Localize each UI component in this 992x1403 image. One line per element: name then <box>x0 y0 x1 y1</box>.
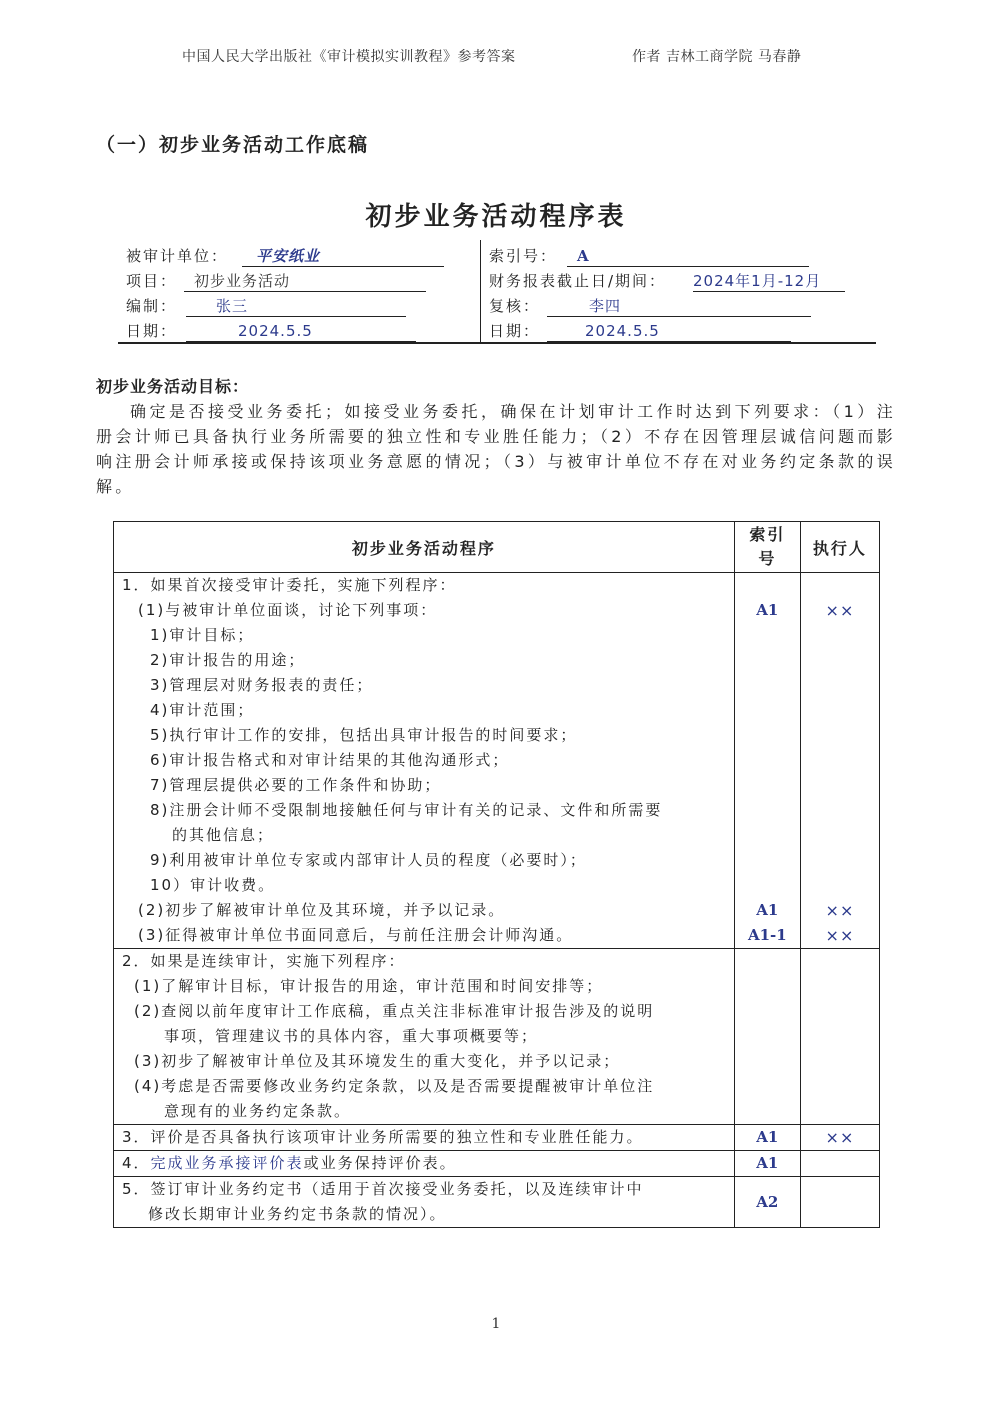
section4-suffix: 或业务保持评价表。 <box>303 1154 457 1172</box>
reviewer-row <box>489 294 622 318</box>
section4-ref-cell <box>734 1151 800 1177</box>
table-line: (1)了解审计目标，审计报告的用途，审计范围和时间安排等； <box>134 977 604 995</box>
page-header-right: 作者 吉林工商学院 马春静 <box>632 49 802 65</box>
table-line: 5)执行审计工作的安排，包括出具审计报告的时间要求； <box>150 726 578 744</box>
ref-value: A1 <box>756 901 779 919</box>
section5-executor-cell <box>800 1177 879 1228</box>
table-line: 2．如果是连续审计，实施下列程序： <box>122 952 406 970</box>
date-left-row <box>126 319 313 343</box>
preparer-row <box>126 294 249 318</box>
table-row-section1 <box>114 573 880 949</box>
auditee-label: 被审计单位： <box>126 247 229 265</box>
table-line: 7)管理层提供必要的工作条件和协助； <box>150 776 442 794</box>
section1-procedures <box>114 573 735 949</box>
table-header-row <box>114 522 880 573</box>
ref-value: A1 <box>756 1154 779 1172</box>
procedure-table <box>113 521 880 1228</box>
table-line: 修改长期审计业务约定书条款的情况）。 <box>148 1205 447 1223</box>
table-line: 的其他信息； <box>172 826 275 844</box>
reviewer-label: 复核： <box>489 297 541 315</box>
table-line: 3．评价是否具备执行该项审计业务所需要的独立性和专业胜任能力。 <box>122 1128 644 1146</box>
table-line: 事项，管理建议书的具体内容，重大事项概要等； <box>164 1027 539 1045</box>
section2-refs <box>734 949 800 1125</box>
preparer-label: 编制： <box>126 297 178 315</box>
table-line: 意现有的业务约定条款。 <box>164 1102 352 1120</box>
header-executor: 执行人 <box>800 522 879 573</box>
index-row <box>489 244 590 268</box>
preparer-value: 张三 <box>186 294 406 317</box>
table-line: 6)审计报告格式和对审计结果的其他沟通形式； <box>150 751 510 769</box>
index-label: 索引号： <box>489 247 558 265</box>
project-row <box>126 269 291 293</box>
table-line: 4)审计范围； <box>150 701 255 719</box>
executor-value: ×× <box>825 1128 855 1147</box>
info-divider <box>480 240 481 342</box>
executor-value: ×× <box>825 601 855 620</box>
ref-value: A1-1 <box>747 926 787 944</box>
period-value: 2024年1月-12月 <box>693 269 845 292</box>
date-right-value: 2024.5.5 <box>547 319 791 342</box>
document-title: 初步业务活动程序表 <box>365 202 627 232</box>
period-label: 财务报表截止日/期间： <box>489 272 667 290</box>
table-line: 10）审计收费。 <box>150 876 276 894</box>
table-line: 5．签订审计业务约定书（适用于首次接受业务委托，以及连续审计中 <box>122 1180 644 1198</box>
ref-value: A2 <box>756 1192 779 1211</box>
section2-executors <box>800 949 879 1125</box>
table-row-section2 <box>114 949 880 1125</box>
table-line: 2)审计报告的用途； <box>150 651 306 669</box>
executor-value: ×× <box>825 901 855 920</box>
ref-value: A1 <box>756 601 779 619</box>
goal-title: 初步业务活动目标： <box>96 377 250 396</box>
goal-text: 确定是否接受业务委托；如接受业务委托，确保在计划审计工作时达到下列要求：（1）注册会计师已具备执行业务所需要的独立性和专业胜任能力；（2）不存在因管理层诚信问题而影响注册会计师承接或保持该项业务意愿的情况；（3）与被审计单位不存在对业务约定条款的误解。 <box>96 402 896 496</box>
section-title: （一）初步业务活动工作底稿 <box>96 134 370 156</box>
page-header-left: 中国人民大学出版社《审计模拟实训教程》参考答案 <box>182 49 516 65</box>
section2-procedures <box>114 949 735 1125</box>
table-row-section5 <box>114 1177 880 1228</box>
table-line: (1)与被审计单位面谈，讨论下列事项： <box>138 601 438 619</box>
index-value: A <box>567 244 809 267</box>
section3-executor-cell <box>800 1125 879 1151</box>
date-right-row <box>489 319 660 343</box>
project-value: 初步业务活动 <box>184 269 426 292</box>
table-line: (2)查阅以前年度审计工作底稿，重点关注非标准审计报告涉及的说明 <box>134 1002 655 1020</box>
date-left-value: 2024.5.5 <box>186 319 416 342</box>
header-index-line2: 号 <box>758 549 777 568</box>
executor-value: ×× <box>825 926 855 945</box>
table-line: (4)考虑是否需要修改业务约定条款，以及是否需要提醒被审计单位注 <box>134 1077 655 1095</box>
table-line: (2)初步了解被审计单位及其环境，并予以记录。 <box>138 901 506 919</box>
section4-executor-cell <box>800 1151 879 1177</box>
auditee-row <box>126 244 321 268</box>
table-line <box>114 1151 734 1176</box>
header-index <box>734 522 800 573</box>
reviewer-value: 李四 <box>547 294 811 317</box>
table-line: 9)利用被审计单位专家或内部审计人员的程度（必要时）； <box>150 851 587 869</box>
table-row-section3 <box>114 1125 880 1151</box>
ref-value: A1 <box>756 1128 779 1146</box>
table-line: 8)注册会计师不受限制地接触任何与审计有关的记录、文件和所需要 <box>150 801 663 819</box>
table-line: 1．如果首次接受审计委托，实施下列程序： <box>122 576 457 594</box>
info-bottom-rule <box>118 342 876 344</box>
section5-procedure <box>114 1177 735 1228</box>
period-row <box>489 269 822 293</box>
table-line: (3)初步了解被审计单位及其环境发生的重大变化，并予以记录； <box>134 1052 621 1070</box>
section3-procedure <box>114 1125 735 1151</box>
section3-ref-cell <box>734 1125 800 1151</box>
section5-ref-cell <box>734 1177 800 1228</box>
project-label: 项目： <box>126 272 178 290</box>
table-line: 3)管理层对财务报表的责任； <box>150 676 374 694</box>
date-right-label: 日期： <box>489 322 541 340</box>
date-left-label: 日期： <box>126 322 178 340</box>
section1-executors <box>800 573 879 949</box>
section4-prefix: 4． <box>122 1154 151 1172</box>
page-number: 1 <box>491 1316 501 1332</box>
header-procedure: 初步业务活动程序 <box>114 522 735 573</box>
section4-procedure <box>114 1151 735 1177</box>
table-line: (3)征得被审计单位书面同意后，与前任注册会计师沟通。 <box>138 926 574 944</box>
table-row-section4 <box>114 1151 880 1177</box>
section1-refs <box>734 573 800 949</box>
auditee-value: 平安纸业 <box>242 244 444 267</box>
table-line: 1)审计目标； <box>150 626 255 644</box>
acceptance-evaluation-link[interactable]: 完成业务承接评价表 <box>150 1154 304 1172</box>
header-index-line1: 索引 <box>749 525 786 544</box>
